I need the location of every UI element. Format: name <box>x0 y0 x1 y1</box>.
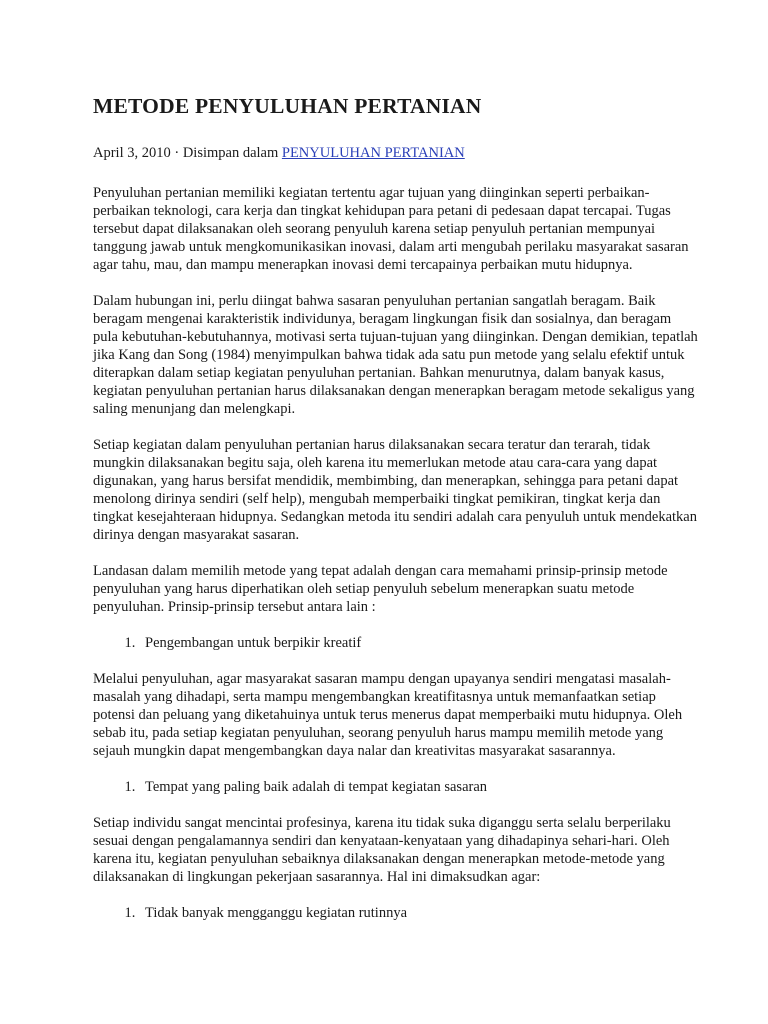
paragraph-5: Melalui penyuluhan, agar masyarakat sasaran mampu dengan upayanya sendiri mengatasi masalah-masalah yang dihadapi, serta mampu mengembangkan kreatifitasnya untuk memanfaatkan setiap potensi dan peluang yang diketahuinya untuk terus menerus dapat memperbaiki mutu hidupnya. Oleh sebab itu, pada setiap kegiatan penyuluhan, seorang penyuluh harus mampu memilih metode yang sejauh mungkin dapat mengembangkan daya nalar dan kreativitas masyarakat sasarannya. <box>93 671 683 759</box>
post-meta <box>93 145 698 162</box>
post-date: April 3, 2010 <box>93 145 171 161</box>
list-item: 1. Tempat yang paling baik adalah di tempat kegiatan sasaran <box>139 778 698 796</box>
paragraph-2: Dalam hubungan ini, perlu diingat bahwa sasaran penyuluhan pertanian sangatlah beragam. Baik beragam mengenai karakteristik individunya, beragam lingkungan fisik dan sosialnya, dan beragam pula kebutuhan-kebutuhannya, motivasi serta tujuan-tujuan yang diinginkan. Dengan demikian, tepatlah jika Kang dan Song (1984) menyimpulkan bahwa tidak ada satu pun metode yang selalu efektif untuk diterapkan dalam setiap kegiatan penyuluhan pertanian. Bahkan menurutnya, dalam banyak kasus, kegiatan penyuluhan pertanian harus dilaksanakan dengan menerapkan beragam metode sekaligus yang saling menunjang dan melengkapi. <box>93 293 698 417</box>
paragraph-4: Landasan dalam memilih metode yang tepat adalah dengan cara memahami prinsip-prinsip metode penyuluhan yang harus diperhatikan oleh setiap penyuluh sebelum menerapkan suatu metode penyuluhan. Prinsip-prinsip tersebut antara lain : <box>93 563 668 615</box>
saved-in-label: · Disimpan dalam <box>170 145 282 161</box>
page-title: METODE PENYULUHAN PERTANIAN <box>93 94 482 118</box>
paragraph-3: Setiap kegiatan dalam penyuluhan pertanian harus dilaksanakan secara teratur dan terarah, tidak mungkin dilaksanakan begitu saja, oleh karena itu memerlukan metode atau cara-cara yang dapat digunakan, yang harus bersifat mendidik, membimbing, dan menerapkan, sehingga para petani dapat menolong dirinya sendiri (self help), mengubah memperbaiki tingkat pemikiran, tingkat kerja dan tingkat kesejahteraan hidupnya. Sedangkan metoda itu sendiri adalah cara penyuluh untuk mendekatkan dirinya dengan masyarakat sasaran. <box>93 437 697 543</box>
principle-list-2 <box>93 778 698 796</box>
principle-list-1 <box>93 634 698 652</box>
list-item: 1. Tidak banyak mengganggu kegiatan rutinnya <box>139 904 698 922</box>
list-item: 1. Pengembangan untuk berpikir kreatif <box>139 634 698 652</box>
sub-list <box>93 904 698 922</box>
paragraph-6: Setiap individu sangat mencintai profesinya, karena itu tidak suka diganggu serta selalu berperilaku sesuai dengan pengalamannya sendiri dan kenyataan-kenyataan yang dihadapinya sehari-hari. Oleh karena itu, kegiatan penyuluhan sebaiknya dilaksanakan dengan menerapkan metode-metode yang dilaksanakan di lingkungan pekerjaan sasarannya. Hal ini dimaksudkan agar: <box>93 815 671 885</box>
paragraph-1: Penyuluhan pertanian memiliki kegiatan tertentu agar tujuan yang diinginkan seperti perbaikan-perbaikan teknologi, cara kerja dan tingkat kehidupan para petani di pedesaan dapat tercapai. Tugas tersebut dapat dilaksanakan oleh seorang penyuluh karena setiap penyuluh pertanian mempunyai tanggung jawab untuk mengkomunikasikan inovasi, dalam arti mengubah perilaku masyarakat sasaran agar tahu, mau, dan mampu menerapkan inovasi demi tercapainya perbaikan mutu hidupnya. <box>93 185 689 273</box>
category-link[interactable]: PENYULUHAN PERTANIAN <box>281 145 465 161</box>
